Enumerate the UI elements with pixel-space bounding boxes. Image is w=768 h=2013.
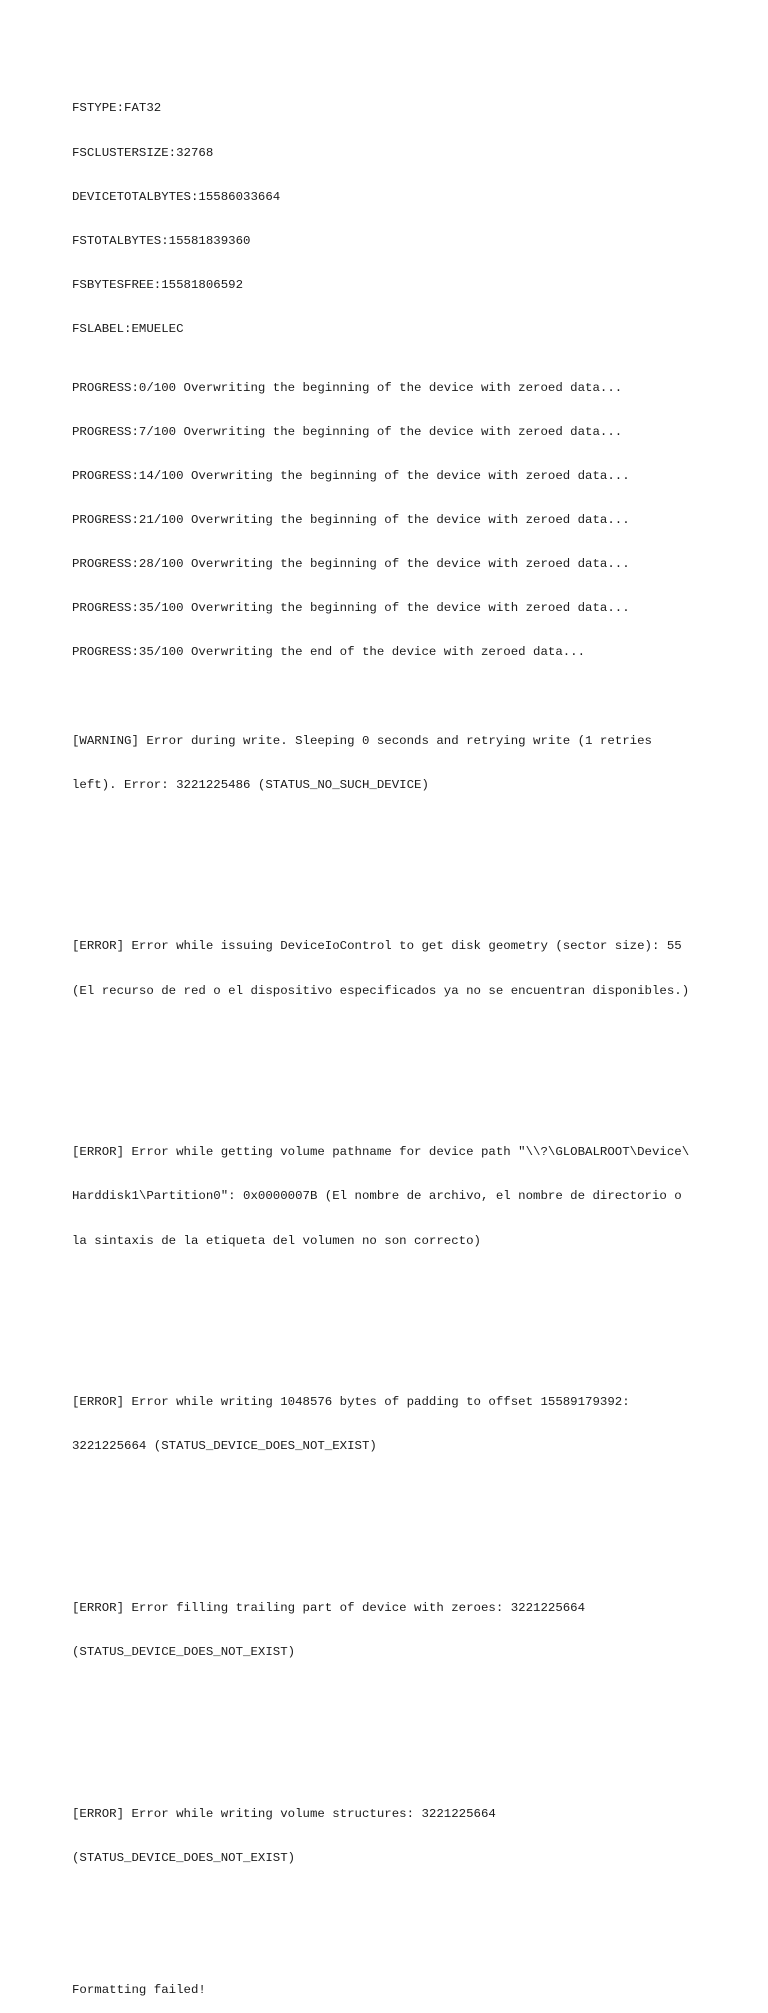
progress-line: PROGRESS:0/100 Overwriting the beginning of the device with zeroed data... xyxy=(72,380,623,395)
message-line: (El recurso de red o el dispositivo especificados ya no se encuentran disponibles.) xyxy=(72,983,690,998)
message-line: [ERROR] Error while writing volume structures: 3221225664 xyxy=(72,1806,496,1821)
error-message-pathname xyxy=(72,1116,722,1278)
error-message-volume-structures xyxy=(72,1777,722,1895)
error-message-geometry xyxy=(72,910,722,1028)
progress-line: PROGRESS:35/100 Overwriting the beginning of the device with zeroed data... xyxy=(72,601,630,616)
message-line: (STATUS_DEVICE_DOES_NOT_EXIST) xyxy=(72,1645,296,1660)
progress-line: PROGRESS:14/100 Overwriting the beginning of the device with zeroed data... xyxy=(72,468,630,483)
error-message-padding xyxy=(72,1366,722,1484)
log-line-devicetotalbytes: DEVICETOTALBYTES:15586033664 xyxy=(72,189,281,204)
message-line: [ERROR] Error while writing 1048576 bytes of padding to offset 15589179392: xyxy=(72,1395,630,1410)
blank-line xyxy=(72,1307,722,1322)
message-line: 3221225664 (STATUS_DEVICE_DOES_NOT_EXIST) xyxy=(72,1439,377,1454)
progress-line: PROGRESS:28/100 Overwriting the beginning of the device with zeroed data... xyxy=(72,557,630,572)
error-message-trailing xyxy=(72,1572,722,1690)
message-line: [WARNING] Error during write. Sleeping 0 seconds and retrying write (1 retries xyxy=(72,733,652,748)
message-line: (STATUS_DEVICE_DOES_NOT_EXIST) xyxy=(72,1851,296,1865)
progress-line: PROGRESS:7/100 Overwriting the beginning of the device with zeroed data... xyxy=(72,424,623,439)
blank-line xyxy=(72,1925,722,1940)
blank-line xyxy=(72,1513,722,1528)
blank-line xyxy=(72,1057,722,1072)
format-log xyxy=(72,72,722,2013)
log-line-fstype: FSTYPE:FAT32 xyxy=(72,101,162,116)
log-line-fsclustersize: FSCLUSTERSIZE:32768 xyxy=(72,145,214,160)
result-message: Formatting failed! xyxy=(72,1983,206,1998)
progress-line: PROGRESS:21/100 Overwriting the beginning of the device with zeroed data... xyxy=(72,513,630,528)
message-line: [ERROR] Error while getting volume pathname for device path "\\?\GLOBALROOT\Device\ xyxy=(72,1145,690,1160)
blank-line xyxy=(72,851,722,866)
warning-message xyxy=(72,704,722,822)
log-line-fstotalbytes: FSTOTALBYTES:15581839360 xyxy=(72,233,251,248)
message-line: Harddisk1\Partition0": 0x0000007B (El nombre de archivo, el nombre de directorio o xyxy=(72,1189,682,1204)
log-line-fslabel: FSLABEL:EMUELEC xyxy=(72,321,184,336)
blank-line xyxy=(72,1719,722,1734)
message-line: [ERROR] Error filling trailing part of device with zeroes: 3221225664 xyxy=(72,1601,586,1616)
message-line: [ERROR] Error while issuing DeviceIoControl to get disk geometry (sector size): 55 xyxy=(72,939,682,954)
message-line: la sintaxis de la etiqueta del volumen no son correcto) xyxy=(72,1233,481,1248)
log-line-fsbytesfree: FSBYTESFREE:15581806592 xyxy=(72,277,244,292)
message-line: left). Error: 3221225486 (STATUS_NO_SUCH_DEVICE) xyxy=(72,777,429,792)
progress-line: PROGRESS:35/100 Overwriting the end of the device with zeroed data... xyxy=(72,645,586,660)
